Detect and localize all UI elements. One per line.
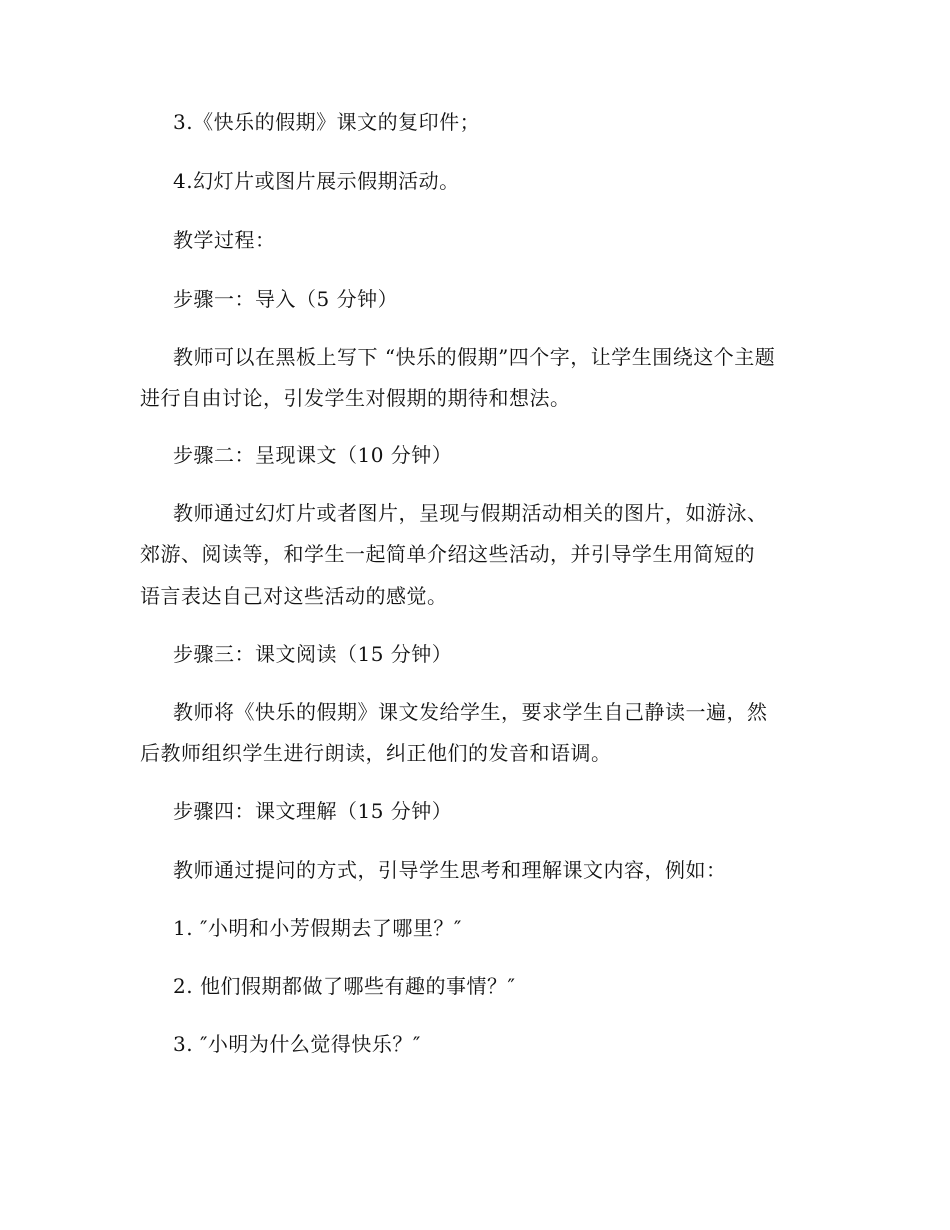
step-1-paragraph-line-2: 进行自由讨论，引发学生对假期的期待和想法。 <box>140 386 571 410</box>
step-4-heading: 步骤四：课文理解（15 分钟） <box>173 799 453 823</box>
step-1-heading: 步骤一：导入（5 分钟） <box>173 287 399 311</box>
question-2: 2. 他们假期都做了哪些有趣的事情？″ <box>173 974 516 998</box>
material-item-3: 3.《快乐的假期》课文的复印件； <box>173 110 481 134</box>
step-2-paragraph-line-3: 语言表达自己对这些活动的感觉。 <box>140 584 448 608</box>
step-3-heading: 步骤三：课文阅读（15 分钟） <box>173 642 453 666</box>
step-3-paragraph-line-2: 后教师组织学生进行朗读，纠正他们的发音和语调。 <box>140 741 612 765</box>
section-heading: 教学过程： <box>173 228 276 252</box>
question-1: 1. ″小明和小芳假期去了哪里？″ <box>173 916 462 940</box>
material-item-4: 4.幻灯片或图片展示假期活动。 <box>173 169 460 193</box>
step-3-paragraph-line-1: 教师将《快乐的假期》课文发给学生，要求学生自己静读一遍，然 <box>173 700 768 724</box>
step-2-paragraph-line-1: 教师通过幻灯片或者图片，呈现与假期活动相关的图片，如游泳、 <box>173 501 768 525</box>
step-2-heading: 步骤二：呈现课文（10 分钟） <box>173 443 453 467</box>
step-2-paragraph-line-2: 郊游、阅读等，和学生一起简单介绍这些活动，并引导学生用简短的 <box>140 542 755 566</box>
step-4-paragraph: 教师通过提问的方式，引导学生思考和理解课文内容，例如： <box>173 858 727 882</box>
question-3: 3. ″小明为什么觉得快乐？″ <box>173 1032 421 1056</box>
step-1-paragraph-line-1: 教师可以在黑板上写下 “快乐的假期”四个字，让学生围绕这个主题 <box>173 345 776 369</box>
